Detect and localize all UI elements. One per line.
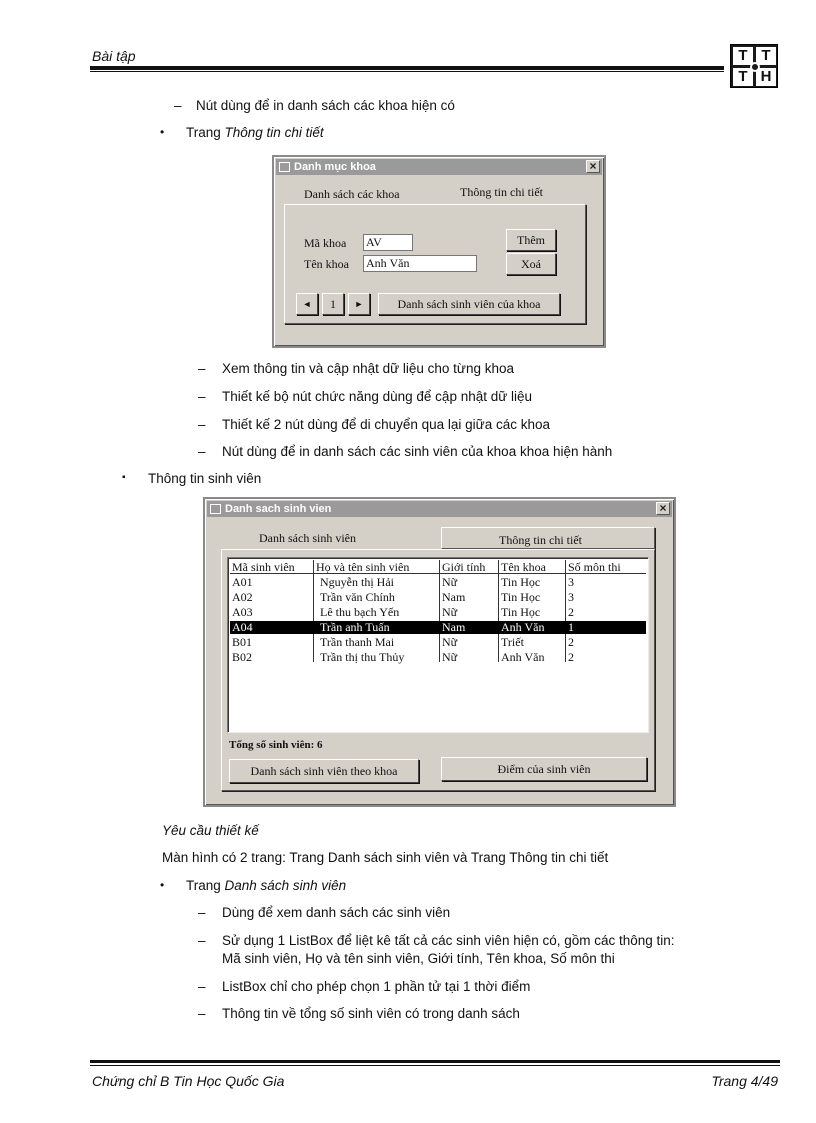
cell: Nam bbox=[442, 620, 466, 634]
cell: A01 bbox=[232, 575, 253, 589]
tab-thong-tin-chi-tiet[interactable]: Thông tin chi tiết bbox=[460, 185, 543, 199]
cell: 2 bbox=[568, 635, 574, 649]
list-item-selected[interactable] bbox=[230, 621, 646, 634]
square-marker: ▪ bbox=[122, 472, 126, 483]
dash-marker: – bbox=[198, 933, 206, 948]
prev-record-button[interactable]: ◄ bbox=[296, 293, 318, 315]
cell: Tin Học bbox=[501, 575, 541, 589]
text-line: Xem thông tin và cập nhật dữ liệu cho từng khoa bbox=[222, 361, 515, 376]
app-icon bbox=[210, 504, 221, 514]
column-header: Họ và tên sinh viên bbox=[316, 560, 410, 574]
cell: Anh Văn bbox=[501, 620, 545, 634]
dialog-danh-sach-sinh-vien bbox=[203, 497, 676, 807]
close-icon[interactable]: × bbox=[656, 502, 670, 515]
bullet-marker: • bbox=[160, 878, 165, 892]
cell: 2 bbox=[568, 650, 574, 664]
list-item[interactable] bbox=[230, 591, 646, 604]
student-listbox[interactable] bbox=[227, 557, 649, 733]
list-item[interactable] bbox=[230, 576, 646, 589]
header-rule bbox=[90, 66, 724, 70]
cell: A03 bbox=[232, 605, 253, 619]
logo-ring bbox=[750, 62, 760, 72]
dash-marker: – bbox=[198, 1006, 206, 1021]
header-rule-thin bbox=[90, 71, 724, 72]
cell: 2 bbox=[568, 605, 574, 619]
text-line bbox=[186, 125, 324, 140]
dialog-titlebar bbox=[207, 501, 672, 517]
cell: 3 bbox=[568, 575, 574, 589]
listbox-header bbox=[230, 560, 646, 574]
total-students-label: Tổng số sinh viên: 6 bbox=[229, 739, 323, 751]
logo-letter: T bbox=[733, 68, 753, 86]
logo bbox=[730, 44, 778, 88]
ds-sv-theo-khoa-button[interactable]: Danh sách sinh viên theo khoa bbox=[229, 759, 419, 783]
cell: Nữ bbox=[442, 650, 458, 664]
list-item[interactable] bbox=[230, 636, 646, 649]
cell: 1 bbox=[568, 620, 574, 634]
ten-khoa-input[interactable]: Anh Văn bbox=[363, 255, 477, 272]
tab-danh-sach-cac-khoa[interactable]: Danh sách các khoa bbox=[304, 187, 400, 201]
dash-marker: – bbox=[198, 905, 206, 920]
dialog-titlebar bbox=[276, 159, 602, 175]
cell: Nữ bbox=[442, 605, 458, 619]
dash-marker: – bbox=[174, 98, 182, 113]
text-line: Nút dùng để in danh sách các sinh viên của khoa khoa hiện hành bbox=[222, 444, 613, 459]
bullet-marker: • bbox=[160, 125, 165, 139]
footer-rule bbox=[90, 1060, 780, 1063]
dialog-title: Danh mục khoa bbox=[294, 161, 376, 173]
logo-letter: T bbox=[756, 47, 776, 65]
column-header: Giới tính bbox=[442, 560, 486, 574]
text-line: Thông tin về tổng số sinh viên có trong danh sách bbox=[222, 1006, 520, 1021]
list-item[interactable] bbox=[230, 606, 646, 619]
text-line: Màn hình có 2 trang: Trang Danh sách sinh viên và Trang Thông tin chi tiết bbox=[162, 850, 609, 865]
cell: B01 bbox=[232, 635, 253, 649]
next-record-button[interactable]: ► bbox=[348, 293, 370, 315]
tab-danh-sach-sinh-vien[interactable]: Danh sách sinh viên bbox=[259, 531, 356, 545]
text-italic: Thông tin chi tiết bbox=[224, 125, 324, 140]
cell: A04 bbox=[232, 620, 253, 634]
cell: Trần thị thu Thủy bbox=[320, 650, 405, 664]
tab-thong-tin-chi-tiet[interactable]: Thông tin chi tiết bbox=[499, 533, 582, 547]
record-number: 1 bbox=[322, 293, 344, 315]
logo-letter: T bbox=[733, 47, 753, 65]
cell: Triết bbox=[501, 635, 524, 649]
text-line: ListBox chỉ cho phép chọn 1 phần tử tại 1 thời điểm bbox=[222, 979, 531, 994]
cell: Nguyễn thị Hải bbox=[320, 575, 394, 589]
header-title: Bài tập bbox=[92, 48, 136, 64]
column-header: Mã sinh viên bbox=[232, 560, 295, 574]
column-header: Số môn thi bbox=[568, 560, 621, 574]
ds-sinh-vien-khoa-button[interactable]: Danh sách sinh viên của khoa bbox=[378, 293, 560, 315]
cell: Trần anh Tuấn bbox=[320, 620, 390, 634]
cell: Nam bbox=[442, 590, 466, 604]
text-italic: Danh sách sinh viên bbox=[224, 878, 347, 893]
dash-marker: – bbox=[198, 444, 206, 459]
ten-khoa-label: Tên khoa bbox=[304, 257, 349, 271]
footer-left: Chứng chỉ B Tin Học Quốc Gia bbox=[92, 1073, 285, 1089]
footer-rule-thin bbox=[90, 1065, 780, 1066]
ma-khoa-label: Mã khoa bbox=[304, 236, 347, 250]
cell: Trần văn Chính bbox=[320, 590, 395, 604]
cell: A02 bbox=[232, 590, 253, 604]
cell: Anh Văn bbox=[501, 650, 545, 664]
app-icon bbox=[279, 162, 290, 172]
text-line: Dùng để xem danh sách các sinh viên bbox=[222, 905, 451, 920]
dash-marker: – bbox=[198, 417, 206, 432]
dash-marker: – bbox=[198, 979, 206, 994]
dash-marker: – bbox=[198, 389, 206, 404]
text-line: Sử dụng 1 ListBox để liệt kê tất cả các sinh viên hiện có, gồm các thông tin: bbox=[222, 933, 675, 948]
text-line: Thiết kế 2 nút dùng để di chuyển qua lại giữa các khoa bbox=[222, 417, 551, 432]
cell: Tin Học bbox=[501, 605, 541, 619]
dialog-danh-muc-khoa bbox=[272, 155, 606, 348]
text-line bbox=[186, 878, 346, 893]
cell: Trần thanh Mai bbox=[320, 635, 395, 649]
page-number: Trang 4/49 bbox=[711, 1073, 778, 1089]
logo-letter: H bbox=[756, 68, 776, 86]
diem-sinh-vien-button[interactable]: Điểm của sinh viên bbox=[441, 757, 647, 781]
requirements-heading: Yêu cầu thiết kế bbox=[162, 823, 259, 838]
cell: Lê thu bạch Yến bbox=[320, 605, 400, 619]
list-item[interactable] bbox=[230, 651, 646, 664]
ma-khoa-input[interactable]: AV bbox=[363, 234, 413, 251]
column-header: Tên khoa bbox=[501, 560, 546, 574]
them-button[interactable]: Thêm bbox=[506, 229, 556, 251]
text-line: Nút dùng để in danh sách các khoa hiện có bbox=[196, 98, 455, 113]
text-line: Mã sinh viên, Họ và tên sinh viên, Giới tính, Tên khoa, Số môn thi bbox=[222, 951, 615, 966]
text-line: Thiết kế bộ nút chức năng dùng để cập nhật dữ liệu bbox=[222, 389, 533, 404]
cell: Nữ bbox=[442, 635, 458, 649]
cell: 3 bbox=[568, 590, 574, 604]
dialog-title: Danh sach sinh vien bbox=[225, 503, 332, 515]
xoa-button[interactable]: Xoá bbox=[506, 253, 556, 275]
cell: Nữ bbox=[442, 575, 458, 589]
cell: Tin Học bbox=[501, 590, 541, 604]
cell: B02 bbox=[232, 650, 253, 664]
dash-marker: – bbox=[198, 361, 206, 376]
section-title: Thông tin sinh viên bbox=[148, 471, 262, 486]
text-prefix: Trang bbox=[186, 125, 225, 140]
close-icon[interactable]: × bbox=[586, 160, 600, 173]
text-prefix: Trang bbox=[186, 878, 225, 893]
